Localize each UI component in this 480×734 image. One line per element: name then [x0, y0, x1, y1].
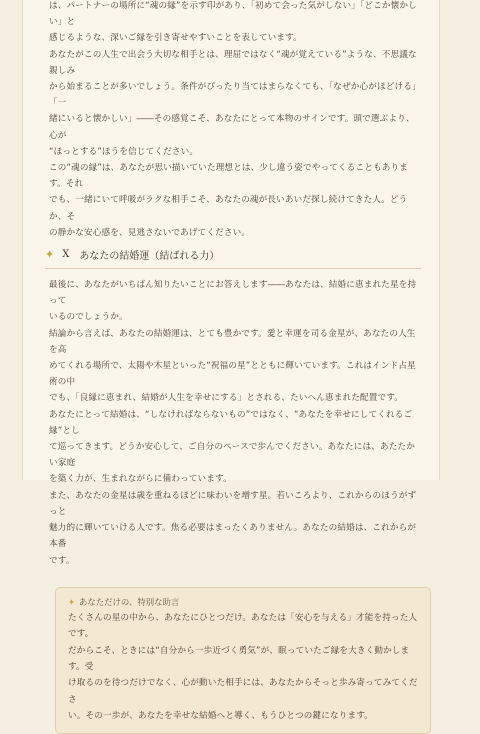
intro-paragraph: は、パートナーの場所に“魂の縁”を示す印があり、「初めて会った気がしない」「どこか懐かしい」と 感じるような、深いご縁を引き寄せやすいことを表しています。 [49, 1, 417, 44]
section-paragraph: 結論から言えば、あなたの結婚運は、とても豊かです。愛と幸運を司る金星が、あなたの人生を高 めてくれる場所で、太陽や木星といった“祝福の星”とともに輝いています。これはインド占星術の中 でも、「良縁に恵まれ、結婚が人生を幸せにする」とされる、たいへん恵まれた配置です。 [49, 328, 416, 404]
section-title: あなたの結婚運（結ばれる力） [79, 251, 220, 263]
advice-title [68, 596, 418, 608]
star-icon: ✦ [68, 596, 76, 607]
advice-title-text: あなただけの、特別な助言 [79, 596, 180, 607]
document-page [22, 0, 440, 722]
advice-box [55, 587, 431, 734]
section-heading [45, 247, 421, 262]
intro-paragraph: この“魂の縁”は、あなたが思い描いていた理想とは、少し違う姿でやってくることもあります。それ でも、一緒にいて呼吸がラクな相手こそ、あなたの魂が長いあいだ探し続けてきた人。どうか、そ の静かな安心感を、見逃さないであげてください。 [49, 163, 408, 238]
star-icon: ✦ [45, 248, 55, 262]
section-paragraph: あなたにとって結婚は、“しなければならないもの”ではなく、“あなたを幸せにしてくれるご縁”とし て巡ってきます。どうか安心して、ご自分のペースで歩んでください。あなたには、あたたかい家庭 を築く力が、生まれながらに備わっています。 [49, 409, 415, 485]
intro-paragraph: あなたがこの人生で出会う大切な相手とは、理屈ではなく“魂が覚えている”ような、不思議な親しみ から始まることが多いでしょう。条件がぴったり当てはまらなくても、「なぜか心がほどける」「一 緒にいると懐かしい」――その感覚こそ、あなたにとって本物のサインです。頭で選ぶより、心が “ほっとする”ほうを信じてください。 [49, 49, 421, 157]
section-paragraph: また、あなたの金星は歳を重ねるほどに味わいを増す星。若いころより、これからのほうがずっと 魅力的に輝いていける人です。焦る必要はまったくありません。あなたの結婚は、これからが本番 です。 [49, 490, 417, 566]
advice-body: たくさんの星の中から、あなたにひとつだけ。あなたは「安心を与える」才能を持った人です。 だからこそ、ときには“自分から一歩近づく勇気”が、眠っていたご縁を大きく動かします。受 け取るのを待つだけでなく、心が動いた相手には、あなたからそっと歩み寄ってみてくださ い。その一歩が、あなたを幸せな結婚へと導く、もうひとつの鍵になります。 [68, 612, 418, 722]
section-numeral: X [62, 249, 70, 261]
section-paragraph: 最後に、あなたがいちばん知りたいことにお答えします――あなたは、結婚に恵まれた星を持って いるのでしょうか。 [49, 280, 417, 323]
section-divider [45, 268, 421, 269]
